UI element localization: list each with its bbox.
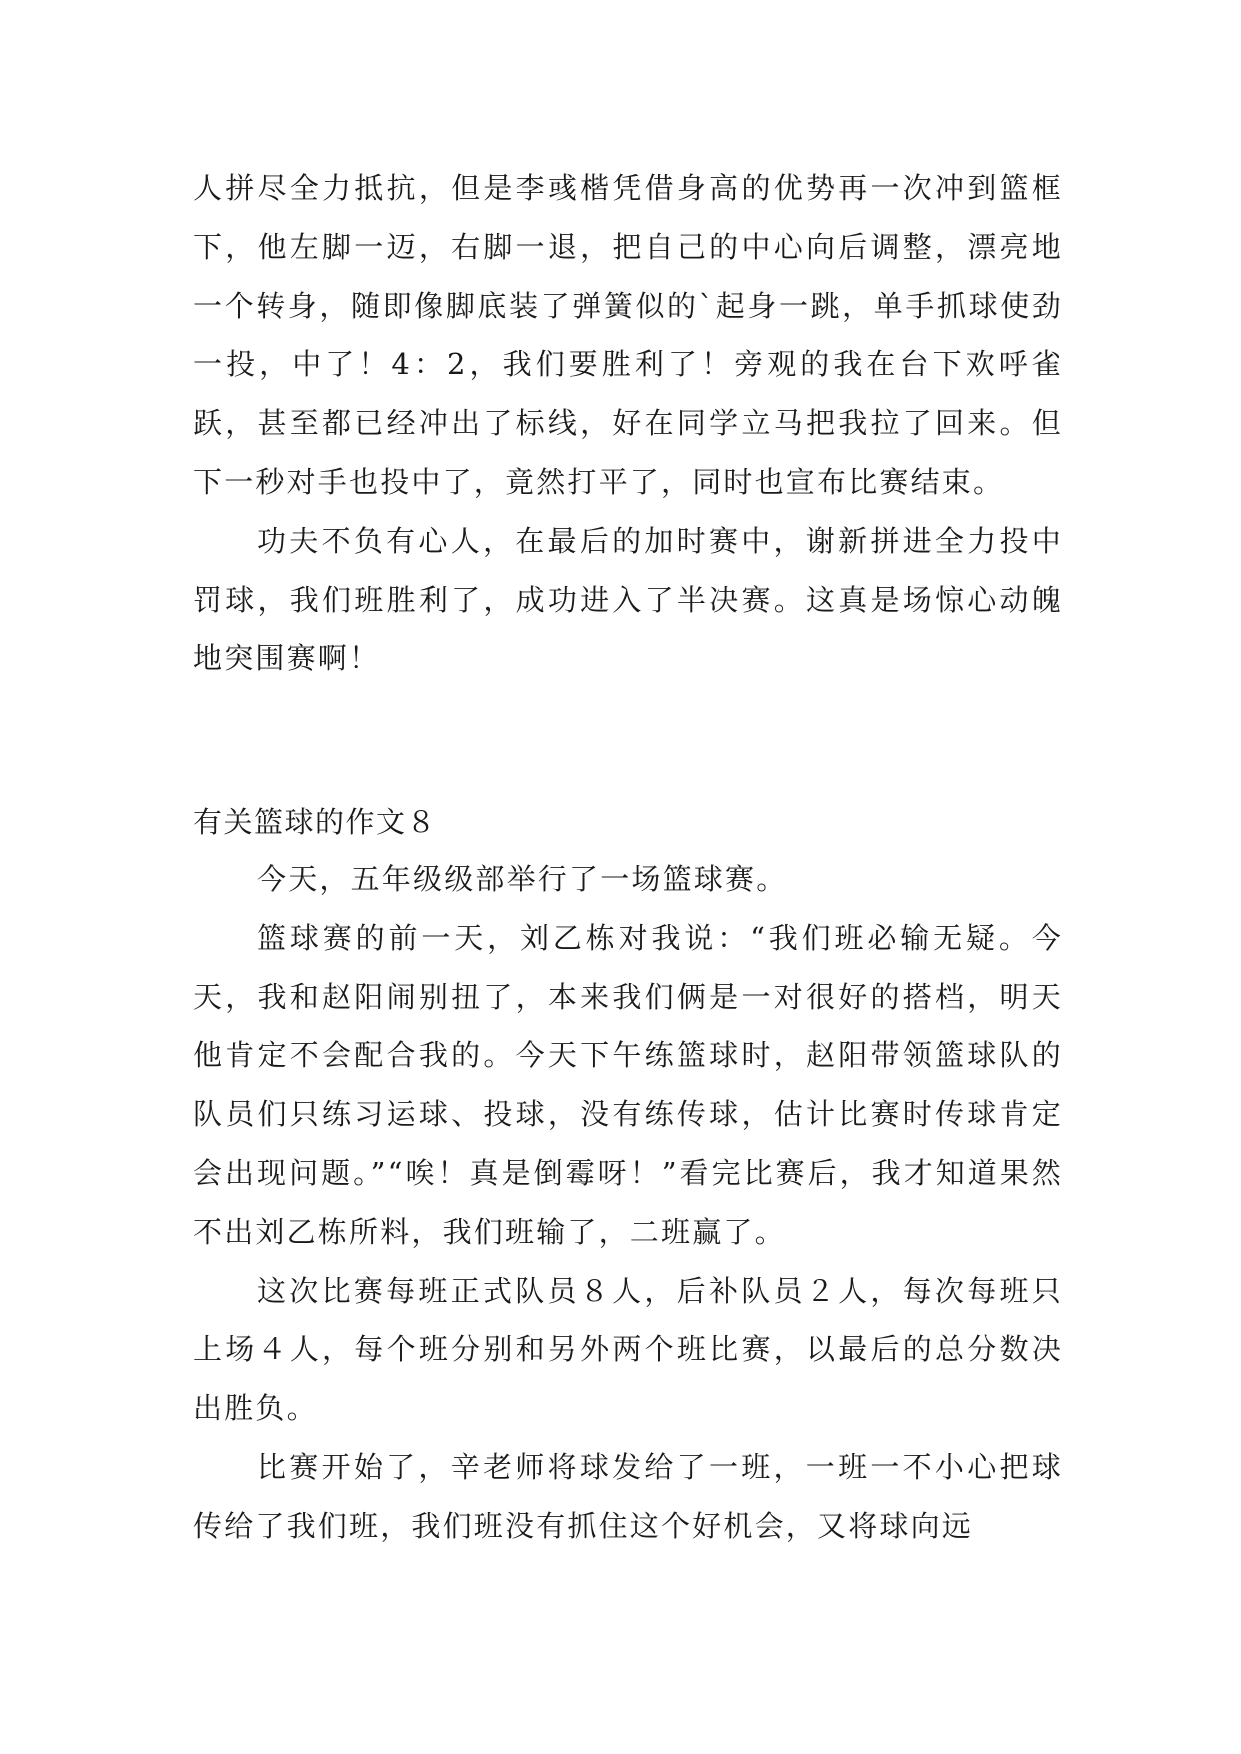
paragraph: 这次比赛每班正式队员８人，后补队员２人，每次每班只上场４人，每个班分别和另外两个班比赛，以最后的总分数决出胜负。 — [193, 1273, 1063, 1426]
paragraph-continued: 人拼尽全力抵抗，但是李彧楷凭借身高的优势再一次冲到篮框下，他左脚一迈，右脚一退，把自己的中心向后调整，漂亮地一个转身，随即像脚底装了弹簧似的`起身一跳，单手抓球使劲一投，中了！4：2，我们要胜利了！旁观的我在台下欢呼雀跃，甚至都已经冲出了标线，好在同学立马把我拉了回来。但下一秒对手也投中了，竟然打平了，同时也宣布比赛结束。 — [193, 171, 1063, 499]
paragraph: 功夫不负有心人，在最后的加时赛中，谢新拼进全力投中罚球，我们班胜利了，成功进入了半决赛。这真是场惊心动魄地突围赛啊！ — [193, 523, 1063, 676]
essay-body-bottom — [193, 850, 1063, 1556]
essay-body-top — [193, 159, 1063, 688]
essay-title: 有关篮球的作文８ — [193, 805, 438, 839]
paragraph: 篮球赛的前一天，刘乙栋对我说：“我们班必输无疑。今天，我和赵阳闹别扭了，本来我们俩是一对很好的搭档，明天他肯定不会配合我的。今天下午练篮球时，赵阳带领篮球队的队员们只练习运球、投球，没有练传球，估计比赛时传球肯定会出现问题。”“唉！真是倒霉呀！”看完比赛后，我才知道果然不出刘乙栋所料，我们班输了，二班赢了。 — [193, 920, 1063, 1249]
paragraph: 今天，五年级级部举行了一场篮球赛。 — [257, 862, 788, 896]
paragraph: 比赛开始了，辛老师将球发给了一班，一班一不小心把球传给了我们班，我们班没有抓住这个好机会，又将球向远 — [193, 1449, 1063, 1543]
